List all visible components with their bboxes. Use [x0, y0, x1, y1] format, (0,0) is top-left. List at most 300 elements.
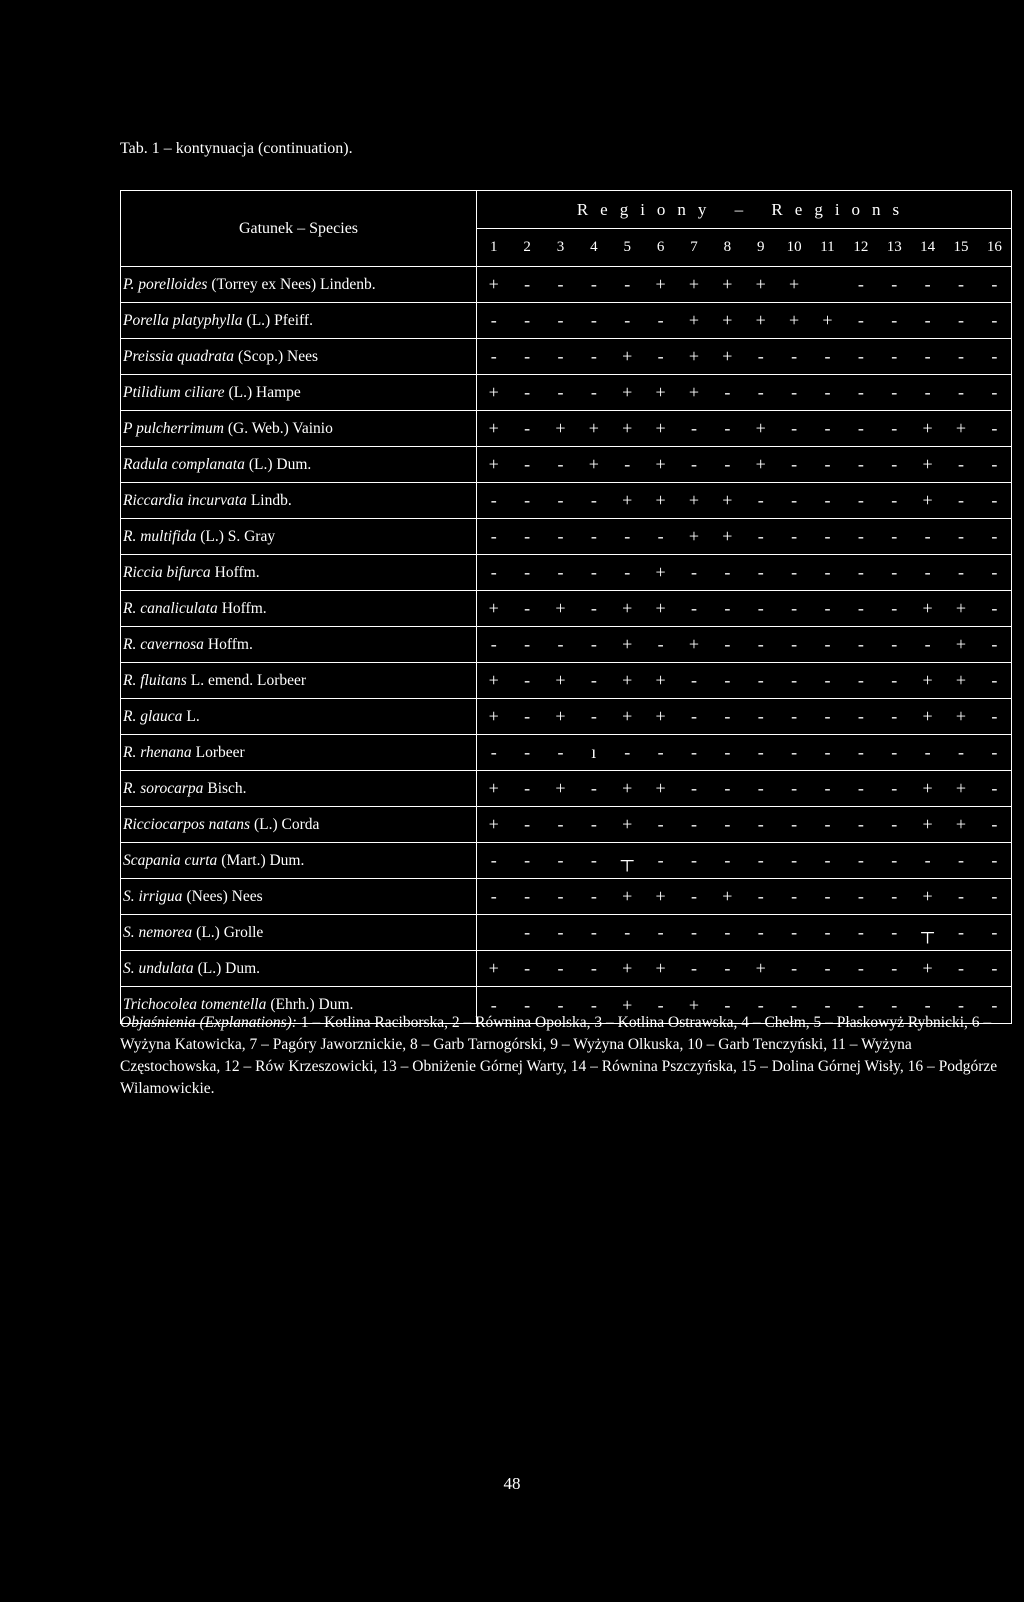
presence-mark: -	[524, 994, 531, 1015]
presence-mark: -	[590, 814, 597, 834]
table-row	[121, 483, 1011, 519]
region-marks	[477, 886, 1011, 907]
presence-mark: -	[590, 850, 597, 870]
species-author: Hoffm.	[207, 635, 253, 653]
table-row	[121, 591, 1011, 627]
species-author: (L.) Grolle	[196, 923, 264, 941]
species-latin-name: R. glauca	[123, 707, 183, 725]
presence-mark: -	[957, 850, 964, 870]
presence-mark: -	[524, 418, 531, 438]
presence-mark: -	[791, 382, 798, 402]
presence-mark: -	[857, 598, 864, 618]
species-author: L. emend. Lorbeer	[190, 671, 307, 689]
presence-mark: -	[791, 346, 798, 366]
presence-mark: +	[955, 418, 967, 438]
region-number: 16	[986, 239, 1002, 255]
presence-mark: -	[624, 742, 631, 762]
presence-mark: -	[524, 310, 531, 330]
presence-mark: -	[757, 526, 764, 546]
presence-mark: -	[991, 994, 998, 1015]
presence-mark: -	[590, 922, 597, 942]
species-latin-name: P. porelloides	[123, 275, 208, 293]
presence-mark: +	[655, 274, 666, 294]
presence-mark: +	[588, 454, 599, 474]
regions-column-header: Regiony – Regions	[477, 191, 1011, 229]
presence-mark: -	[557, 490, 564, 510]
species-name	[121, 267, 477, 302]
presence-mark: +	[722, 310, 733, 330]
presence-mark: -	[524, 886, 531, 906]
presence-mark: -	[991, 310, 998, 330]
presence-mark: +	[922, 454, 933, 474]
presence-mark: -	[590, 706, 597, 726]
species-name	[121, 771, 477, 806]
presence-mark: -	[524, 346, 531, 366]
species-name	[121, 519, 477, 554]
table-row	[121, 375, 1011, 411]
presence-mark: -	[891, 526, 898, 546]
presence-mark: -	[991, 562, 998, 582]
presence-mark: -	[724, 382, 731, 402]
presence-mark: -	[924, 274, 931, 294]
species-name	[121, 663, 477, 698]
presence-mark: -	[824, 418, 831, 438]
presence-mark: -	[624, 526, 631, 546]
presence-mark: +	[588, 418, 599, 438]
presence-mark: +	[955, 670, 967, 690]
presence-mark: -	[557, 742, 564, 762]
presence-mark: -	[791, 598, 798, 618]
region-marks	[477, 958, 1011, 979]
presence-mark: -	[791, 814, 798, 834]
presence-mark: -	[724, 562, 731, 582]
table-row	[121, 447, 1011, 483]
species-author: Hoffm.	[221, 599, 267, 617]
table-header	[121, 191, 1011, 267]
presence-mark: -	[991, 778, 998, 798]
presence-mark: -	[991, 454, 998, 474]
presence-mark: -	[757, 742, 764, 762]
presence-mark: -	[891, 742, 898, 762]
presence-mark: -	[991, 922, 998, 942]
presence-mark: +	[555, 418, 566, 438]
presence-mark: -	[690, 814, 697, 834]
presence-mark: -	[690, 706, 697, 726]
presence-mark: -	[757, 562, 764, 582]
presence-mark: -	[791, 634, 798, 654]
presence-mark: -	[690, 562, 697, 582]
presence-mark: -	[924, 310, 931, 330]
table-row	[121, 555, 1011, 591]
presence-mark: +	[722, 274, 733, 294]
species-author: (L.) Dum.	[248, 455, 312, 473]
presence-mark: -	[590, 634, 597, 654]
species-author: L.	[186, 707, 200, 725]
presence-mark: -	[891, 994, 898, 1015]
presence-mark: -	[857, 778, 864, 798]
explanations-text: 1 – Kotlina Raciborska, 2 – Równina Opolska, 3 – Kotlina Ostrawska, 4 – Chełm, 5 – Płaskowyż Rybnicki, 6 – Wyżyna Katowicka, 7 – Pagóry Jaworznickie, 8 – Garb Tarnogórski, 9 – Wyżyna Olkuska, 10 – Garb Tenczyński, 11 – Wyżyna Częstochowska, 12 – Rów Krzeszowicki, 13 – Obniżenie Górnej Warty, 14 – Równina Pszczyńska, 15 – Dolina Górnej Wisły, 16 – Podgórze Wilamowickie.	[120, 1014, 998, 1097]
species-author: (Torrey ex Nees) Lindenb.	[211, 275, 376, 293]
presence-mark: +	[922, 418, 933, 438]
presence-mark: +	[688, 274, 700, 294]
presence-mark: -	[690, 958, 697, 978]
region-number: 13	[886, 239, 902, 255]
region-marks	[477, 742, 1011, 763]
presence-mark: -	[857, 274, 864, 294]
presence-mark: -	[524, 562, 531, 582]
presence-mark: -	[657, 922, 664, 942]
presence-mark: -	[791, 742, 798, 762]
species-latin-name: Ricciocarpos natans	[123, 815, 250, 833]
presence-mark: -	[857, 922, 864, 942]
presence-mark: -	[891, 778, 898, 798]
presence-mark: -	[857, 454, 864, 474]
presence-mark: -	[791, 778, 798, 798]
presence-mark: +	[822, 310, 833, 330]
presence-mark: -	[991, 598, 998, 618]
region-marks	[477, 850, 1011, 871]
presence-mark: -	[557, 562, 564, 582]
species-name	[121, 915, 477, 950]
presence-mark: +	[488, 958, 499, 978]
presence-mark: -	[557, 454, 564, 474]
species-author: (Ehrh.) Dum.	[270, 996, 354, 1013]
table-row	[121, 699, 1011, 735]
presence-mark: -	[891, 814, 898, 834]
presence-mark: -	[557, 382, 564, 402]
presence-mark: -	[690, 742, 697, 762]
presence-mark: -	[957, 490, 964, 510]
presence-mark: -	[824, 994, 831, 1015]
presence-mark: -	[891, 454, 898, 474]
presence-mark: +	[622, 886, 633, 906]
species-latin-name: R. rhenana	[123, 743, 192, 761]
presence-mark: -	[791, 958, 798, 978]
presence-mark: -	[991, 526, 998, 546]
presence-mark: -	[891, 922, 898, 942]
table-body	[121, 267, 1011, 1023]
presence-mark: -	[824, 382, 831, 402]
species-name	[121, 303, 477, 338]
region-marks	[477, 274, 1011, 295]
presence-mark: +	[655, 562, 666, 582]
presence-mark: +	[555, 706, 566, 726]
presence-mark: +	[755, 958, 766, 978]
presence-mark: -	[991, 490, 998, 510]
presence-mark: -	[490, 850, 497, 870]
presence-mark: -	[824, 634, 831, 654]
species-author: (Nees) Nees	[186, 887, 263, 905]
presence-mark: +	[488, 814, 499, 834]
presence-mark: -	[824, 670, 831, 690]
presence-mark: -	[557, 994, 564, 1015]
presence-mark: -	[891, 310, 898, 330]
presence-mark: +	[922, 598, 933, 618]
presence-mark: -	[624, 922, 631, 942]
presence-mark: +	[622, 670, 633, 690]
region-number: 8	[723, 239, 732, 255]
presence-mark: -	[891, 382, 898, 402]
presence-mark: +	[488, 598, 499, 618]
species-name	[121, 339, 477, 374]
presence-mark: -	[490, 562, 497, 582]
presence-mark: +	[955, 814, 967, 834]
species-latin-name: R. canaliculata	[123, 599, 218, 617]
species-latin-name: S. nemorea	[123, 923, 193, 941]
presence-mark: -	[657, 526, 664, 546]
table-row	[121, 771, 1011, 807]
presence-mark: -	[891, 670, 898, 690]
region-marks	[477, 598, 1011, 619]
presence-mark: -	[590, 526, 597, 546]
presence-mark: +	[688, 634, 700, 654]
species-name	[121, 735, 477, 770]
presence-mark: +	[655, 454, 666, 474]
presence-mark: ┬	[921, 922, 934, 942]
presence-mark: -	[557, 634, 564, 654]
presence-mark: -	[690, 598, 697, 618]
presence-mark: ı	[591, 742, 597, 762]
presence-mark: -	[857, 742, 864, 762]
presence-mark: -	[824, 958, 831, 978]
presence-mark: -	[757, 346, 764, 366]
presence-mark: -	[624, 454, 631, 474]
species-latin-name: Radula complanata	[123, 455, 245, 473]
presence-mark: +	[622, 706, 633, 726]
presence-mark: -	[624, 562, 631, 582]
presence-mark: -	[857, 562, 864, 582]
species-latin-name: Riccia bifurca	[123, 563, 211, 581]
presence-mark: +	[622, 634, 633, 654]
region-number: 2	[523, 239, 531, 255]
table-row	[121, 879, 1011, 915]
presence-mark: +	[688, 382, 700, 402]
presence-mark: -	[524, 382, 531, 402]
presence-mark: -	[724, 742, 731, 762]
presence-mark: -	[857, 382, 864, 402]
presence-mark: -	[791, 850, 798, 870]
region-marks	[477, 454, 1011, 475]
presence-mark: -	[524, 454, 531, 474]
presence-mark: -	[824, 706, 831, 726]
species-name	[121, 447, 477, 482]
region-number: 15	[953, 239, 969, 255]
presence-mark: -	[824, 886, 831, 906]
region-number: 6	[656, 239, 665, 255]
explanations	[120, 1012, 1010, 1100]
presence-mark: -	[724, 778, 731, 798]
presence-mark: -	[891, 850, 898, 870]
presence-mark: -	[657, 310, 664, 330]
species-author: (L.) Corda	[254, 815, 320, 833]
region-number: 12	[853, 239, 869, 255]
presence-mark: -	[590, 994, 597, 1015]
presence-mark: +	[722, 526, 733, 546]
explanations-label: Objaśnienia (Explanations):	[120, 1014, 297, 1031]
species-name	[121, 807, 477, 842]
presence-mark: -	[490, 310, 497, 330]
presence-mark: -	[490, 994, 497, 1015]
presence-mark: -	[524, 922, 531, 942]
species-author: (Mart.) Dum.	[221, 851, 305, 869]
region-marks	[477, 814, 1011, 835]
presence-mark: -	[891, 598, 898, 618]
presence-mark: -	[891, 886, 898, 906]
presence-mark: -	[924, 382, 931, 402]
presence-mark: -	[724, 958, 731, 978]
presence-mark: -	[690, 454, 697, 474]
presence-mark: -	[724, 598, 731, 618]
presence-mark: +	[655, 418, 666, 438]
region-number: 7	[690, 239, 698, 255]
presence-mark: +	[655, 778, 666, 798]
species-author: (L.) Pfeiff.	[246, 311, 313, 329]
region-marks	[477, 706, 1011, 727]
presence-mark: -	[924, 346, 931, 366]
presence-mark: -	[857, 958, 864, 978]
presence-mark: -	[957, 526, 964, 546]
presence-mark: -	[757, 814, 764, 834]
presence-mark: +	[622, 418, 633, 438]
presence-mark: -	[590, 562, 597, 582]
presence-mark: +	[688, 310, 700, 330]
presence-mark: -	[991, 274, 998, 294]
presence-mark: -	[724, 922, 731, 942]
species-author: (Scop.) Nees	[237, 347, 319, 365]
regions-header-group	[477, 191, 1011, 266]
presence-mark: +	[922, 814, 933, 834]
presence-mark: -	[791, 670, 798, 690]
presence-mark: -	[924, 562, 931, 582]
presence-mark: +	[655, 706, 666, 726]
presence-mark: -	[757, 598, 764, 618]
presence-mark: -	[791, 994, 798, 1015]
presence-mark: -	[724, 994, 731, 1015]
species-name	[121, 591, 477, 626]
presence-mark: -	[791, 454, 798, 474]
presence-mark: -	[657, 814, 664, 834]
presence-mark: -	[757, 670, 764, 690]
presence-mark: +	[722, 490, 733, 510]
presence-mark: -	[757, 850, 764, 870]
species-name	[121, 627, 477, 662]
presence-mark: +	[788, 274, 800, 294]
presence-mark: -	[657, 994, 664, 1015]
presence-mark: -	[590, 886, 597, 906]
table-row	[121, 519, 1011, 555]
presence-mark: -	[524, 274, 531, 294]
table-row	[121, 915, 1011, 951]
region-marks	[477, 670, 1011, 691]
presence-mark: -	[757, 886, 764, 906]
species-latin-name: Preissia quadrata	[123, 347, 234, 365]
table-row	[121, 339, 1011, 375]
presence-mark: -	[657, 742, 664, 762]
species-author: Bisch.	[207, 779, 247, 797]
presence-mark: -	[924, 994, 931, 1015]
presence-mark: -	[490, 490, 497, 510]
presence-mark: -	[957, 274, 964, 294]
presence-mark: -	[757, 490, 764, 510]
species-latin-name: R. cavernosa	[123, 635, 204, 653]
presence-mark: ┬	[620, 850, 634, 870]
presence-mark: -	[757, 922, 764, 942]
presence-mark: +	[622, 490, 633, 510]
region-marks	[477, 922, 1011, 943]
presence-mark: -	[991, 886, 998, 906]
presence-mark: -	[824, 490, 831, 510]
presence-mark: -	[724, 670, 731, 690]
presence-mark: -	[524, 526, 531, 546]
presence-mark: +	[955, 634, 967, 654]
presence-mark: -	[957, 382, 964, 402]
region-marks	[477, 634, 1011, 655]
species-column-header: Gatunek – Species	[121, 191, 477, 266]
species-latin-name: Riccardia incurvata	[123, 491, 247, 509]
table-row	[121, 627, 1011, 663]
presence-mark: +	[922, 958, 933, 978]
table-row	[121, 303, 1011, 339]
presence-mark: -	[524, 670, 531, 690]
presence-mark: -	[991, 418, 998, 438]
presence-mark: -	[524, 634, 531, 654]
species-name	[121, 483, 477, 518]
presence-mark: -	[524, 850, 531, 870]
presence-mark: -	[957, 742, 964, 762]
presence-mark: +	[622, 958, 633, 978]
presence-mark: -	[490, 346, 497, 366]
presence-mark: -	[724, 814, 731, 834]
presence-mark: +	[755, 310, 766, 330]
presence-mark: -	[891, 706, 898, 726]
presence-mark: -	[557, 526, 564, 546]
presence-mark: -	[957, 562, 964, 582]
presence-mark: -	[524, 598, 531, 618]
presence-mark: -	[757, 994, 764, 1015]
presence-mark: -	[891, 562, 898, 582]
presence-mark: -	[690, 850, 697, 870]
species-author: Lorbeer	[195, 743, 245, 761]
presence-mark: -	[991, 742, 998, 762]
presence-mark: -	[490, 634, 497, 654]
presence-mark: +	[655, 886, 666, 906]
region-marks	[477, 418, 1011, 439]
presence-mark: -	[791, 886, 798, 906]
region-number: 4	[590, 239, 598, 255]
presence-mark: -	[857, 634, 864, 654]
presence-mark: -	[757, 634, 764, 654]
presence-mark: -	[590, 670, 597, 690]
presence-mark: -	[724, 634, 731, 654]
presence-mark: -	[624, 274, 631, 294]
presence-mark: +	[655, 598, 666, 618]
presence-mark: -	[824, 778, 831, 798]
presence-mark: -	[690, 922, 697, 942]
presence-mark: +	[555, 670, 566, 690]
presence-mark: +	[655, 490, 666, 510]
presence-mark: -	[891, 958, 898, 978]
species-table	[120, 190, 1012, 1024]
species-author: Lindb.	[250, 491, 292, 509]
presence-mark: -	[524, 778, 531, 798]
presence-mark: -	[690, 778, 697, 798]
presence-mark: -	[724, 850, 731, 870]
presence-mark: -	[791, 418, 798, 438]
presence-mark: +	[688, 526, 700, 546]
species-name	[121, 375, 477, 410]
presence-mark: -	[724, 454, 731, 474]
presence-mark: -	[557, 274, 564, 294]
